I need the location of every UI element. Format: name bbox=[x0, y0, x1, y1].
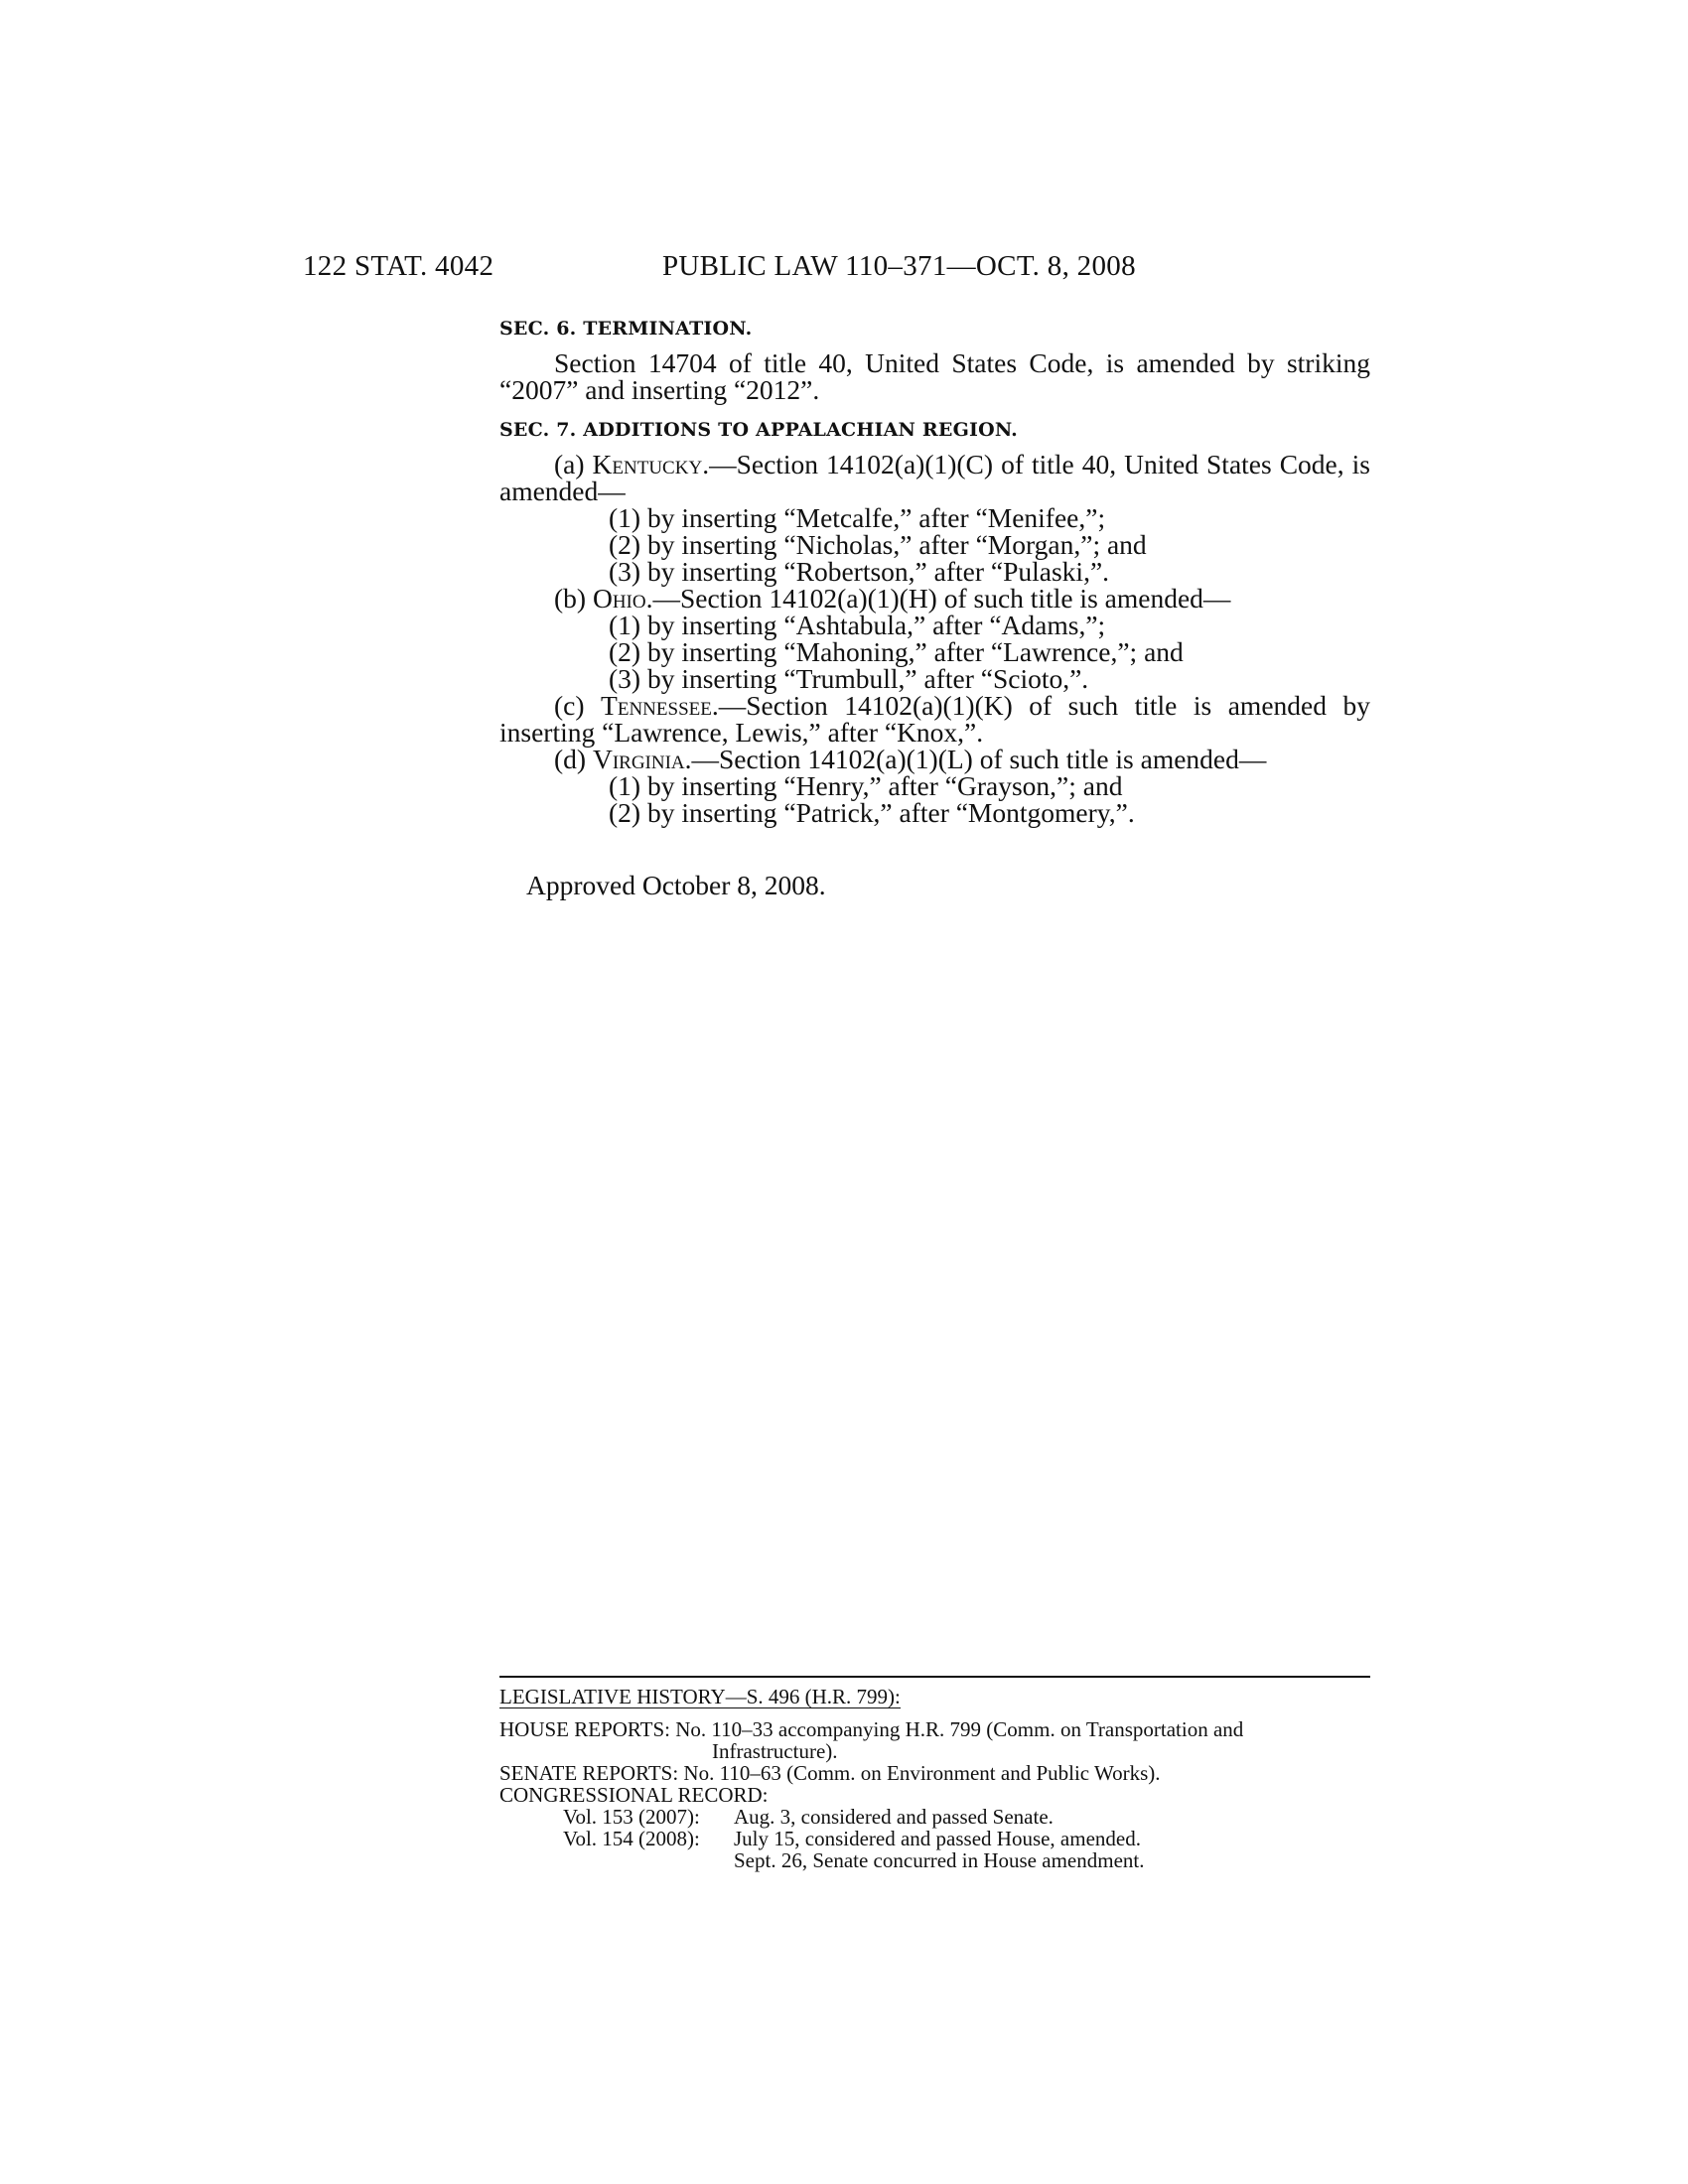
list-item: (1) by inserting “Metcalfe,” after “Menifee,”; bbox=[609, 502, 1106, 533]
list-item: (1) by inserting “Henry,” after “Grayson,”; and bbox=[609, 770, 1123, 801]
list-item: (2) by inserting “Nicholas,” after “Morgan,”; and bbox=[609, 529, 1147, 560]
state-name-tennessee: Tennessee bbox=[601, 690, 712, 721]
state-name-kentucky: Kentucky bbox=[592, 449, 703, 479]
approval-date: Approved October 8, 2008. bbox=[526, 870, 826, 900]
congressional-record-continuation: Sept. 26, Senate concurred in House amendment. bbox=[734, 1848, 1145, 1872]
subsection-b-ohio: (b) Ohio.—Section 14102(a)(1)(H) of such title is amended— bbox=[554, 583, 1231, 614]
public-law-title: PUBLIC LAW 110–371—OCT. 8, 2008 bbox=[662, 250, 1136, 282]
state-name-virginia: Virginia bbox=[592, 744, 685, 774]
list-item: (2) by inserting “Patrick,” after “Montgomery,”. bbox=[609, 797, 1135, 828]
page-header bbox=[303, 250, 1206, 290]
list-item: (3) by inserting “Trumbull,” after “Scioto,”. bbox=[609, 663, 1089, 694]
list-item: (3) by inserting “Robertson,” after “Pulaski,”. bbox=[609, 556, 1110, 587]
house-reports: HOUSE REPORTS: No. 110–33 accompanying H.R. 799 (Comm. on Transportation and Infrastructure). bbox=[499, 1717, 1244, 1763]
senate-reports: SENATE REPORTS: No. 110–63 (Comm. on Environment and Public Works). bbox=[499, 1761, 1161, 1785]
congressional-record-entry: Vol. 153 (2007): Aug. 3, considered and passed Senate. bbox=[563, 1805, 1054, 1829]
list-item: (1) by inserting “Ashtabula,” after “Adams,”; bbox=[609, 610, 1106, 640]
subsection-d-virginia: (d) Virginia.—Section 14102(a)(1)(L) of such title is amended— bbox=[554, 744, 1267, 774]
legislative-history bbox=[499, 1676, 1370, 1871]
section-6-heading: SEC. 6. TERMINATION. bbox=[499, 318, 753, 340]
subsection-c-tennessee: (c) Tennessee.—Section 14102(a)(1)(K) of such title is amended by inserting “Lawrence, Lewis,” after “Knox,”. bbox=[499, 690, 1370, 748]
state-name-ohio: Ohio bbox=[592, 583, 646, 614]
congressional-record-entry: Vol. 154 (2008): July 15, considered and passed House, amended. bbox=[563, 1827, 1141, 1850]
congressional-record-label: CONGRESSIONAL RECORD: bbox=[499, 1783, 769, 1807]
statute-page-number: 122 STAT. 4042 bbox=[303, 250, 494, 282]
list-item: (2) by inserting “Mahoning,” after “Lawrence,”; and bbox=[609, 636, 1184, 667]
section-6-text: Section 14704 of title 40, United States Code, is amended by striking “2007” and inserting “2012”. bbox=[499, 347, 1370, 405]
section-7-heading: SEC. 7. ADDITIONS TO APPALACHIAN REGION. bbox=[499, 419, 1019, 441]
document-body bbox=[499, 316, 1370, 826]
subsection-a-kentucky: (a) Kentucky.—Section 14102(a)(1)(C) of title 40, United States Code, is amended— bbox=[499, 449, 1370, 506]
legislative-history-title: LEGISLATIVE HISTORY—S. 496 (H.R. 799): bbox=[499, 1685, 901, 1708]
